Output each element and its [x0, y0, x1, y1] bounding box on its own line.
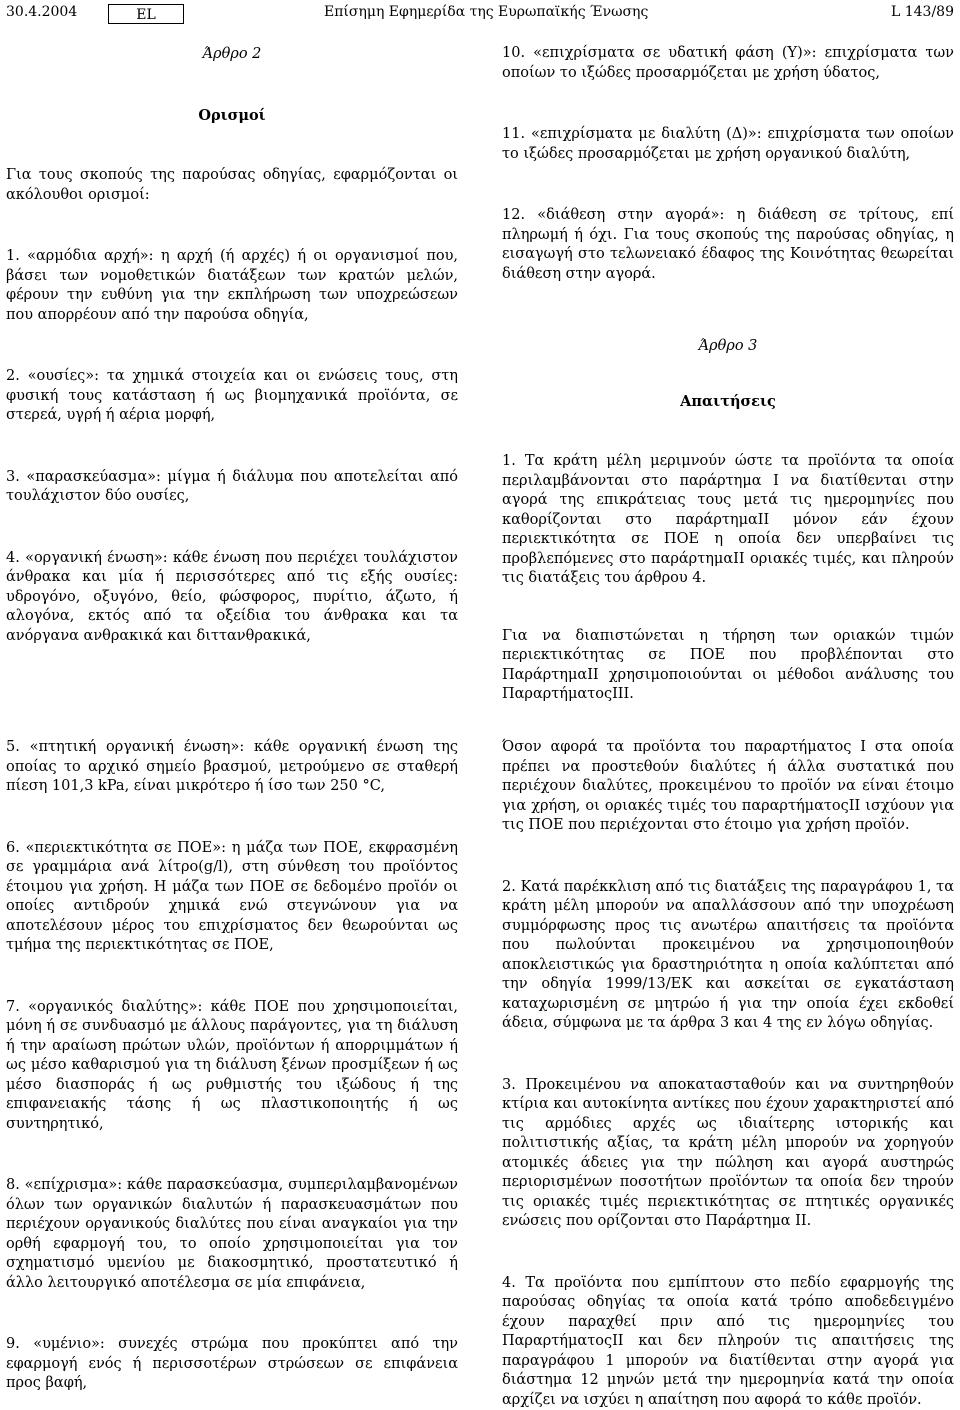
definitions-intro: Για τους σκοπούς της παρούσας οδηγίας, εφαρμόζονται οι ακόλουθοι ορισμοί:: [6, 166, 458, 205]
header-page-number: L 143/89: [891, 4, 954, 20]
top-section: [6, 44, 954, 694]
article-3-paragraph-1: 1. Τα κράτη μέλη μεριμνούν ώστε τα προϊόντα τα οποία περιλαμβάνονται στο παράρτημα Ι να διατίθενται στην αγορά της επικράτειας τους μετά τις ημερομηνίες που καθορίζονται στο παράρτημαΙΙ μόνον εάν έχουν περιεκτικότητα σε ΠΟΕ η οποία δεν υπερβαίνει τις προβλεπόμενες στο παράρτημαΙΙ οριακές τιμές, και πληρούν τις διατάξεις του άρθρου 4.: [502, 452, 954, 589]
article-3-paragraph-1-methods: Για να διαπιστώνεται η τήρηση των οριακών τιμών περιεκτικότητας σε ΠΟΕ που προβλέπονται στο ΠαράρτημαΙΙ χρησιμοποιούνται οι μέθοδοι ανάλυσης του ΠαραρτήματοςΙΙΙ.: [502, 627, 954, 705]
bottom-left-column: [6, 738, 458, 1394]
top-left-column: [6, 44, 458, 646]
definition-9: 9. «υμένιο»: συνεχές στρώμα που προκύπτει από την εφαρμογή ενός ή περισσοτέρων στρώσεων σε επιφάνεια προς βαφή,: [6, 1335, 458, 1394]
article-3-paragraph-4: 4. Τα προϊόντα που εμπίπτουν στο πεδίο εφαρμογής της παρούσας οδηγίας τα οποία κατά τρόπο αποδεδειγμένο έχουν παραχθεί πριν από τις ημερομηνίες του ΠαραρτήματοςΙΙ και δεν πληρούν τις απαιτήσεις της παραγράφου 1 μπορούν να διατίθενται στην αγορά για διάστημα 12 μηνών μετά την ημερομηνία κατά την οποία αρχίζει να ισχύει η απαίτηση που αφορά το κάθε προϊόν.: [502, 1274, 954, 1410]
definition-3: 3. «παρασκεύασμα»: μίγμα ή διάλυμα που αποτελείται από τουλάχιστον δύο ουσίες,: [6, 468, 458, 507]
definition-5: 5. «πτητική οργανική ένωση»: κάθε οργανική ένωση της οποίας το αρχικό σημείο βρασμού, μετρούμενο σε σταθερή πίεση 101,3 kPa, είναι μικρότερο ή ίσο των 250 °C,: [6, 738, 458, 797]
article-2-heading: Ορισμοί: [6, 106, 458, 126]
page-header: [6, 4, 954, 26]
article-2-label: Άρθρο 2: [6, 44, 458, 64]
definition-10: 10. «επιχρίσματα σε υδατική φάση (Υ)»: επιχρίσματα των οποίων το ιξώδες προσαρμόζεται με χρήση ύδατος,: [502, 44, 954, 83]
definition-11: 11. «επιχρίσματα με διαλύτη (Δ)»: επιχρίσματα των οποίων το ιξώδες προσαρμόζεται με χρήση οργανικού διαλύτη,: [502, 125, 954, 164]
definition-7: 7. «οργανικός διαλύτης»: κάθε ΠΟΕ που χρησιμοποιείται, μόνη ή σε συνδυασμό με άλλους παράγοντες, για τη διάλυση ή την αραίωση πρώτων υλών, προϊόντων ή απορριμμάτων ή ως μέσο καθαρισμού για τη διάλυση ξένων προσμίξεων ή ως μέσο διασποράς ή ως ρυθμιστής του ιξώδους ή της επιφανειακής τάσης ή ως πλαστικοποιητής ή ως συντηρητικό,: [6, 998, 458, 1135]
article-3-paragraph-2: 2. Κατά παρέκκλιση από τις διατάξεις της παραγράφου 1, τα κράτη μέλη μπορούν να απαλλάσσουν από την υποχρέωση συμμόρφωσης προς τις ανωτέρω απαιτήσεις τα προϊόντα που πωλούνται προκειμένου να χρησιμοποιηθούν αποκλειστικώς για δραστηριότητα η οποία καλύπτεται από την οδηγία 1999/13/ΕΚ και ασκείται σε εγκατάσταση καταχωρισμένη σε μητρώο ή για την οποία έχει εκδοθεί άδεια, σύμφωνα με τα άρθρα 3 και 4 της εν λόγω οδηγίας.: [502, 878, 954, 1034]
article-3-heading: Απαιτήσεις: [502, 392, 954, 412]
article-3-paragraph-1-solvents: Όσον αφορά τα προϊόντα του παραρτήματος Ι στα οποία πρέπει να προστεθούν διαλύτες ή άλλα συστατικά που περιέχουν διαλύτες, προκειμένου το προϊόν να είναι έτοιμο για χρήση, οι οριακές τιμές του παραρτήματοςΙΙ ισχύουν για τις ΠΟΕ που περιέχονται στο έτοιμο για χρήση προϊόν.: [502, 738, 954, 836]
top-right-column: [502, 44, 954, 705]
bottom-section: [6, 738, 954, 1388]
definition-2: 2. «ουσίες»: τα χημικά στοιχεία και οι ενώσεις τους, στη φυσική τους κατάσταση ή ως βιομηχανικά προϊόντα, σε στερεά, υγρή ή αέρια μορφή,: [6, 367, 458, 426]
header-journal-title: Επίσημη Εφημερίδα της Ευρωπαϊκής Ένωσης: [324, 4, 648, 20]
header-date: 30.4.2004: [6, 4, 77, 20]
article-3-label: Άρθρο 3: [502, 336, 954, 356]
definition-4: 4. «οργανική ένωση»: κάθε ένωση που περιέχει τουλάχιστον άνθρακα και μία ή περισσότερες από τις εξής ουσίες: υδρογόνο, οξυγόνο, θείο, φώσφορος, πυρίτιο, άζωτο, ή αλογόνα, εκτός από τα οξείδια του άνθρακα και τα ανόργανα ανθρακικά και διττανθρακικά,: [6, 549, 458, 647]
header-language-box: EL: [108, 4, 184, 24]
definition-8: 8. «επίχρισμα»: κάθε παρασκεύασμα, συμπεριλαμβανομένων όλων των οργανικών διαλυτών ή παρασκευασμάτων που περιέχουν οργανικούς διαλύτες που είναι αναγκαίοι για την ορθή εφαρμογή του, το οποίο χρησιμοποιείται για τον σχηματισμό υμενίου με διακοσμητικό, προστατευτικό ή άλλο λειτουργικό αποτέλεσμα σε μία επιφάνεια,: [6, 1176, 458, 1293]
bottom-right-column: [502, 738, 954, 1410]
definition-1: 1. «αρμόδια αρχή»: η αρχή (ή αρχές) ή οι οργανισμοί που, βάσει των νομοθετικών διατάξεων των κρατών μελών, φέρουν την ευθύνη για την εκπλήρωση των υποχρεώσεων που απορρέουν από την παρούσα οδηγία,: [6, 247, 458, 325]
definition-6: 6. «περιεκτικότητα σε ΠΟΕ»: η μάζα των ΠΟΕ, εκφρασμένη σε γραμμάρια ανά λίτρο(g/l), στη σύνθεση του προϊόντος έτοιμου για χρήση. Η μάζα των ΠΟΕ σε δεδομένο προϊόν οι οποίες αντιδρούν χημικά ενώ στεγνώνουν για να αποτελέσουν μέρος του επιχρίσματος δεν θεωρούνται ως τμήμα της περιεκτικότητας σε ΠΟΕ,: [6, 839, 458, 956]
definition-12: 12. «διάθεση στην αγορά»: η διάθεση σε τρίτους, επί πληρωμή ή όχι. Για τους σκοπούς της παρούσας οδηγίας, η εισαγωγή στο τελωνειακό έδαφος της Κοινότητας θεωρείται διάθεση στην αγορά.: [502, 206, 954, 284]
article-3-paragraph-3: 3. Προκειμένου να αποκατασταθούν και να συντηρηθούν κτίρια και αυτοκίνητα αντίκες που έχουν χαρακτηριστεί από τις αρμόδιες αρχές ως ιδιαίτερης ιστορικής και πολιτιστικής αξίας, τα κράτη μέλη μπορούν να χορηγούν ατομικές άδειες για την πώληση και αγορά αυστηρώς περιορισμένων ποσοτήτων προϊόντων τα οποία δεν τηρούν τις οριακές τιμές περιεκτικότητας σε πτητικές οργανικές ενώσεις που ορίζονται στο Παράρτημα ΙΙ.: [502, 1076, 954, 1232]
